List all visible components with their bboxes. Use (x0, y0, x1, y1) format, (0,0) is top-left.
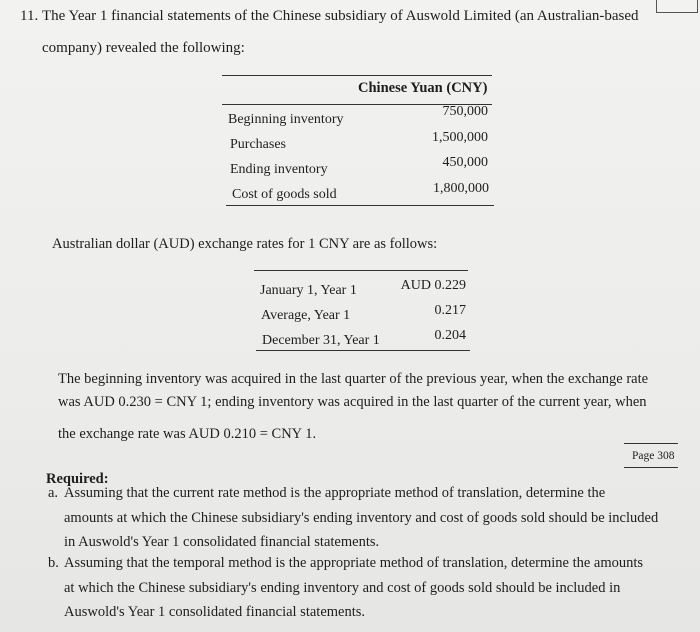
table1-row-value: 1,800,000 (433, 181, 489, 196)
page-ref-bottom-rule (624, 467, 678, 468)
table1-row-value: 750,000 (442, 104, 488, 119)
table1-row-value: 450,000 (442, 155, 488, 170)
part-b-line-2: at which the Chinese subsidiary's ending inventory and cost of goods sold should be included in (64, 580, 621, 596)
table2-row-label: Average, Year 1 (261, 308, 351, 323)
table1-row-label: Cost of goods sold (232, 187, 337, 202)
part-b-line-1: Assuming that the temporal method is the appropriate method of translation, determine the amounts (64, 555, 644, 571)
table1-top-rule (222, 75, 492, 76)
question-line-1: The Year 1 financial statements of the Chinese subsidiary of Auswold Limited (an Australian-based (42, 8, 639, 24)
table2-row-label: December 31, Year 1 (262, 333, 380, 348)
table2-row-value: 0.217 (434, 303, 466, 318)
table2-top-rule (254, 270, 468, 271)
table2-bottom-rule (256, 350, 470, 351)
required-heading: Required: (46, 471, 109, 487)
part-b-line-3: Auswold's Year 1 consolidated financial statements. (64, 604, 366, 620)
table1-row-label: Ending inventory (230, 162, 328, 177)
part-a-line-1: Assuming that the current rate method is the appropriate method of translation, determine the (64, 485, 606, 501)
question-line-2: company) revealed the following: (42, 40, 245, 56)
table1-bottom-rule (226, 205, 494, 206)
paragraph-line-3: the exchange rate was AUD 0.210 = CNY 1. (58, 426, 317, 442)
table1-row-value: 1,500,000 (432, 130, 488, 145)
question-number: 11. (20, 8, 39, 24)
table2-row-label: January 1, Year 1 (260, 283, 357, 298)
page-reference: Page 308 (632, 450, 675, 462)
table2-row-value: AUD 0.229 (400, 278, 466, 293)
table1-header: Chinese Yuan (CNY) (358, 80, 488, 96)
rates-intro: Australian dollar (AUD) exchange rates for 1 CNY are as follows: (52, 236, 438, 252)
part-a-line-3: in Auswold's Year 1 consolidated financial statements. (64, 534, 380, 550)
paragraph-line-2: was AUD 0.230 = CNY 1; ending inventory was acquired in the last quarter of the current year, when (58, 394, 647, 410)
table2-row-value: 0.204 (434, 328, 466, 343)
part-a-line-2: amounts at which the Chinese subsidiary's ending inventory and cost of goods sold should be included (64, 510, 659, 526)
paragraph-line-1: The beginning inventory was acquired in the last quarter of the previous year, when the exchange rate (58, 371, 649, 387)
corner-box (656, 0, 698, 13)
table1-row-label: Purchases (230, 137, 286, 152)
part-b-marker: b. (48, 555, 59, 571)
table1-row-label: Beginning inventory (228, 112, 344, 127)
part-a-marker: a. (48, 485, 59, 501)
page-ref-top-rule (624, 443, 678, 444)
